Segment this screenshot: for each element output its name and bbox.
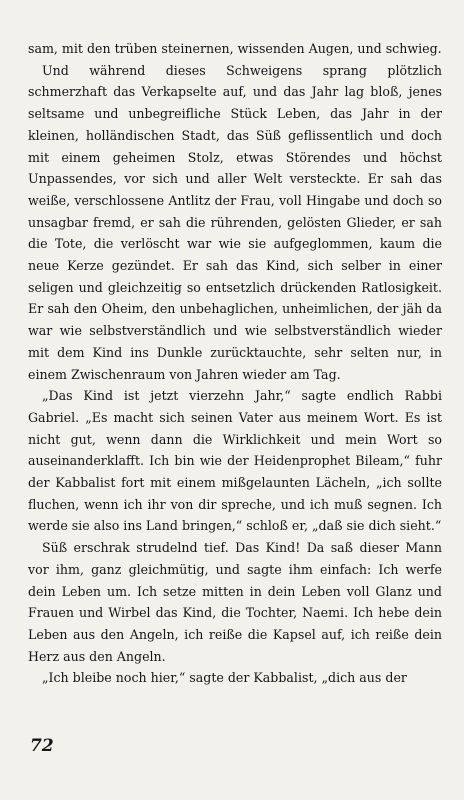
paragraph-2: Und während dieses Schweigens sprang plötzlich schmerzhaft das Verkapselte auf, und das Jahr lag bloß, jenes seltsame und unbegreifliche Stück Leben, das Jahr in der kleinen, holländischen Stadt, das Süß geflissentlich und doch mit einem geheimen Stolz, etwas Störendes und höchst Unpassendes, vor sich und aller Welt versteckte. Er sah das weiße, verschlossene Antlitz der Frau, voll Hingabe und doch so unsagbar fremd, er sah die rührenden, gelösten Glieder, er sah die Tote, die verlöscht war wie sie aufgeglommen, kaum die neue Kerze gezündet. Er sah das Kind, sich selber in einer seligen und gleichzeitig so entsetzlich drückenden Ratlosigkeit. Er sah den Oheim, den unbehaglichen, unheimlichen, der jäh da war wie selbstverständlich und wie selbstverständlich wieder mit dem Kind ins Dunkle zurücktauchte, sehr selten nur, in einem Zwischenraum von Jahren wieder am Tag. — [28, 62, 442, 382]
body-text — [28, 38, 442, 689]
paragraph-1: sam, mit den trüben steinernen, wissenden Augen, und schwieg. — [28, 41, 442, 56]
paragraph-4: Süß erschrak strudelnd tief. Das Kind! Da saß dieser Mann vor ihm, ganz gleichmütig, und sagte ihm einfach: Ich werfe dein Leben um. Ich setze mitten in dein Leben voll Glanz und Frauen und Wirbel das Kind, die Tochter, Naemi. Ich hebe dein Leben aus den Angeln, ich reiße die Kapsel auf, ich reiße dein Herz aus den Angeln. — [28, 540, 442, 664]
paragraph-3: „Das Kind ist jetzt vierzehn Jahr,“ sagte endlich Rabbi Gabriel. „Es macht sich seinen Vater aus meinem Wort. Es ist nicht gut, wenn dann die Wirklichkeit und mein Wort so auseinanderklafft. Ich bin wie der Heidenprophet Bileam,“ fuhr der Kabbalist fort mit einem mißgelaunten Lächeln, „ich sollte fluchen, wenn ich ihr von dir spreche, und ich muß segnen. Ich werde sie also ins Land bringen,“ schloß er, „daß sie dich sieht.“ — [28, 388, 442, 534]
paragraph-5: „Ich bleibe noch hier,“ sagte der Kabbalist, „dich aus der — [42, 670, 407, 686]
page-number: 72 — [30, 736, 54, 756]
